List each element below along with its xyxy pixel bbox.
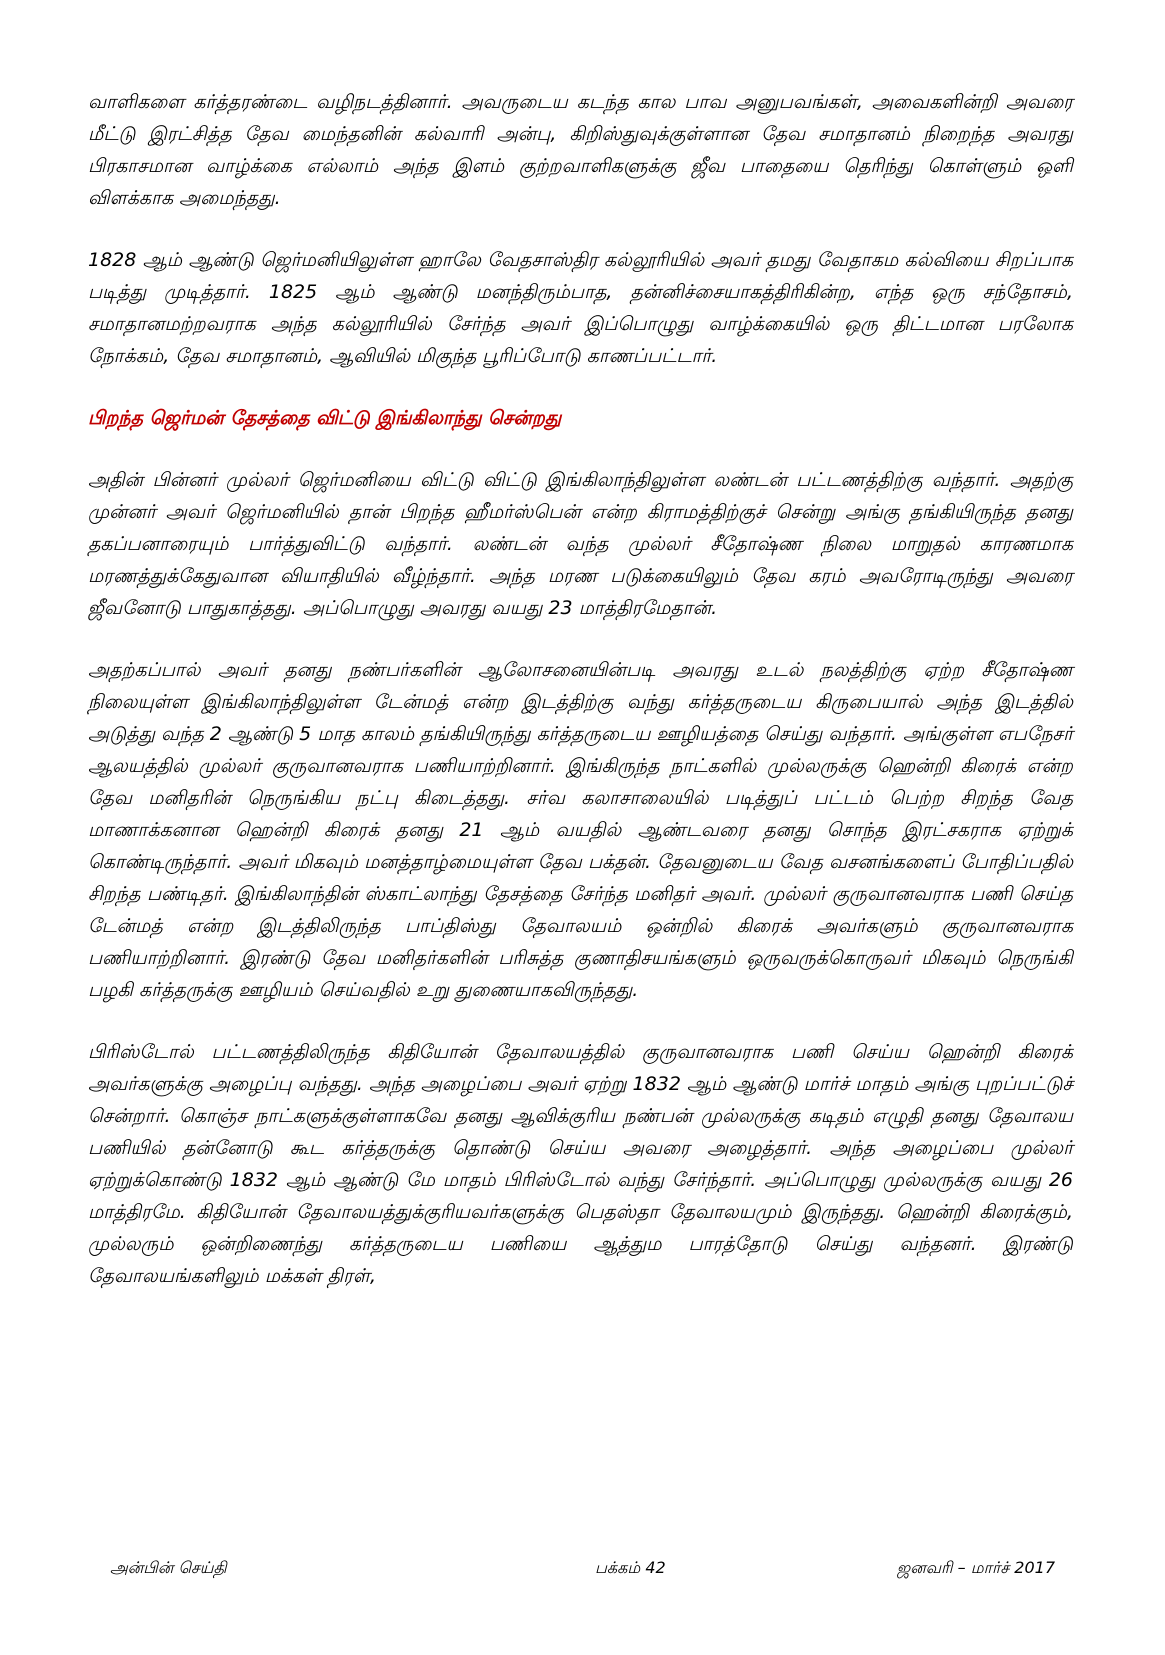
paragraph-5: பிரிஸ்டோல் பட்டணத்திலிருந்த கிதியோன் தேவாலயத்தில் குருவானவராக பணி செய்ய ஹென்றி கிரைக் அவர்களுக்கு அழைப்பு வந்தது. அந்த அழைப்பை அவர் ஏற்று 1832 ஆம் ஆண்டு மார்ச் மாதம் அங்கு புறப்பட்டுச் சென்றார். கொஞ்ச நாட்களுக்குள்ளாகவே தனது ஆவிக்குரிய நண்பன் முல்லருக்கு கடிதம் எழுதி தனது தேவாலய பணியில் தன்னோடு கூட கர்த்தருக்கு தொண்டு செய்ய அவரை அழைத்தார். அந்த அழைப்பை முல்லர் ஏற்றுக்கொண்டு 1832 ஆம் ஆண்டு மே மாதம் பிரிஸ்டோல் வந்து சேர்ந்தார். அப்பொழுது முல்லருக்கு வயது 26 மாத்திரமே. கிதியோன் தேவாலயத்துக்குரியவர்களுக்கு பெதஸ்தா தேவாலயமும் இருந்தது. ஹென்றி கிரைக்கும், முல்லரும் ஒன்றிணைந்து கர்த்தருடைய பணியை ஆத்தும பாரத்தோடு செய்து வந்தனர். இரண்டு தேவாலயங்களிலும் மக்கள் திரள்,: [88, 1041, 1073, 1287]
paragraph-1: வாளிகளை கர்த்தரண்டை வழிநடத்தினார். அவருடைய கடந்த கால பாவ அனுபவங்கள், அவைகளின்றி அவரை மீட்டு இரட்சித்த தேவ மைந்தனின் கல்வாரி அன்பு, கிறிஸ்துவுக்குள்ளான தேவ சமாதானம் நிறைந்த அவரது பிரகாசமான வாழ்க்கை எல்லாம் அந்த இளம் குற்றவாளிகளுக்கு ஜீவ பாதையை தெரிந்து கொள்ளும் ஒளி விளக்காக அமைந்தது.: [88, 91, 1073, 209]
footer-publication: அன்பின் செய்தி: [110, 1558, 227, 1577]
paragraph-4: அதற்கப்பால் அவர் தனது நண்பர்களின் ஆலோசனையின்படி அவரது உடல் நலத்திற்கு ஏற்ற சீதோஷ்ண நிலையுள்ள இங்கிலாந்திலுள்ள டேன்மத் என்ற இடத்திற்கு வந்து கர்த்தருடைய கிருபையால் அந்த இடத்தில் அடுத்து வந்த 2 ஆண்டு 5 மாத காலம் தங்கியிருந்து கர்த்தருடைய ஊழியத்தை செய்து வந்தார். அங்குள்ள எபநேசர் ஆலயத்தில் முல்லர் குருவானவராக பணியாற்றினார். இங்கிருந்த நாட்களில் முல்லருக்கு ஹென்றி கிரைக் என்ற தேவ மனிதரின் நெருங்கிய நட்பு கிடைத்தது. சர்வ கலாசாலையில் படித்துப் பட்டம் பெற்ற சிறந்த வேத மாணாக்கனான ஹென்றி கிரைக் தனது 21 ஆம் வயதில் ஆண்டவரை தனது சொந்த இரட்சகராக ஏற்றுக் கொண்டிருந்தார். அவர் மிகவும் மனத்தாழ்மையுள்ள தேவ பக்தன். தேவனுடைய வேத வசனங்களைப் போதிப்பதில் சிறந்த பண்டிதர். இங்கிலாந்தின் ஸ்காட்லாந்து தேசத்தை சேர்ந்த மனிதர் அவர். முல்லர் குருவானவராக பணி செய்த டேன்மத் என்ற இடத்திலிருந்த பாப்திஸ்து தேவாலயம் ஒன்றில் கிரைக் அவர்களும் குருவானவராக பணியாற்றினார். இரண்டு தேவ மனிதர்களின் பரிசுத்த குணாதிசயங்களும் ஒருவருக்கொருவர் மிகவும் நெருங்கி பழகி கர்த்தருக்கு ஊழியம் செய்வதில் உறு துணையாகவிருந்தது.: [88, 659, 1074, 1001]
page-footer: [110, 1558, 1055, 1588]
section-heading: பிறந்த ஜெர்மன் தேசத்தை விட்டு இங்கிலாந்து சென்றது: [88, 407, 562, 429]
page-body: [88, 86, 1073, 1322]
footer-page-number: பக்கம் 42: [595, 1558, 666, 1577]
paragraph-3: அதின் பின்னர் முல்லர் ஜெர்மனியை விட்டு விட்டு இங்கிலாந்திலுள்ள லண்டன் பட்டணத்திற்கு வந்தார். அதற்கு முன்னர் அவர் ஜெர்மனியில் தான் பிறந்த ஹீமர்ஸ்பென் என்ற கிராமத்திற்குச் சென்று அங்கு தங்கியிருந்த தனது தகப்பனாரையும் பார்த்துவிட்டு வந்தார். லண்டன் வந்த முல்லர் சீதோஷ்ண நிலை மாறுதல் காரணமாக மரணத்துக்கேதுவான வியாதியில் வீழ்ந்தார். அந்த மரண படுக்கையிலும் தேவ கரம் அவரோடிருந்து அவரை ஜீவனோடு பாதுகாத்தது. அப்பொழுது அவரது வயது 23 மாத்திரமேதான்.: [88, 469, 1073, 619]
paragraph-2: 1828 ஆம் ஆண்டு ஜெர்மனியிலுள்ள ஹாலே வேதசாஸ்திர கல்லூரியில் அவர் தமது வேதாகம கல்வியை சிறப்பாக படித்து முடித்தார். 1825 ஆம் ஆண்டு மனந்திரும்பாத, தன்னிச்சையாகத்திரிகின்ற, எந்த ஒரு சந்தோசம், சமாதானமற்றவராக அந்த கல்லூரியில் சேர்ந்த அவர் இப்பொழுது வாழ்க்கையில் ஒரு திட்டமான பரலோக நோக்கம், தேவ சமாதானம், ஆவியில் மிகுந்த பூரிப்போடு காணப்பட்டார்.: [88, 249, 1073, 367]
footer-date: ஜனவரி – மார்ச் 2017: [896, 1558, 1055, 1577]
